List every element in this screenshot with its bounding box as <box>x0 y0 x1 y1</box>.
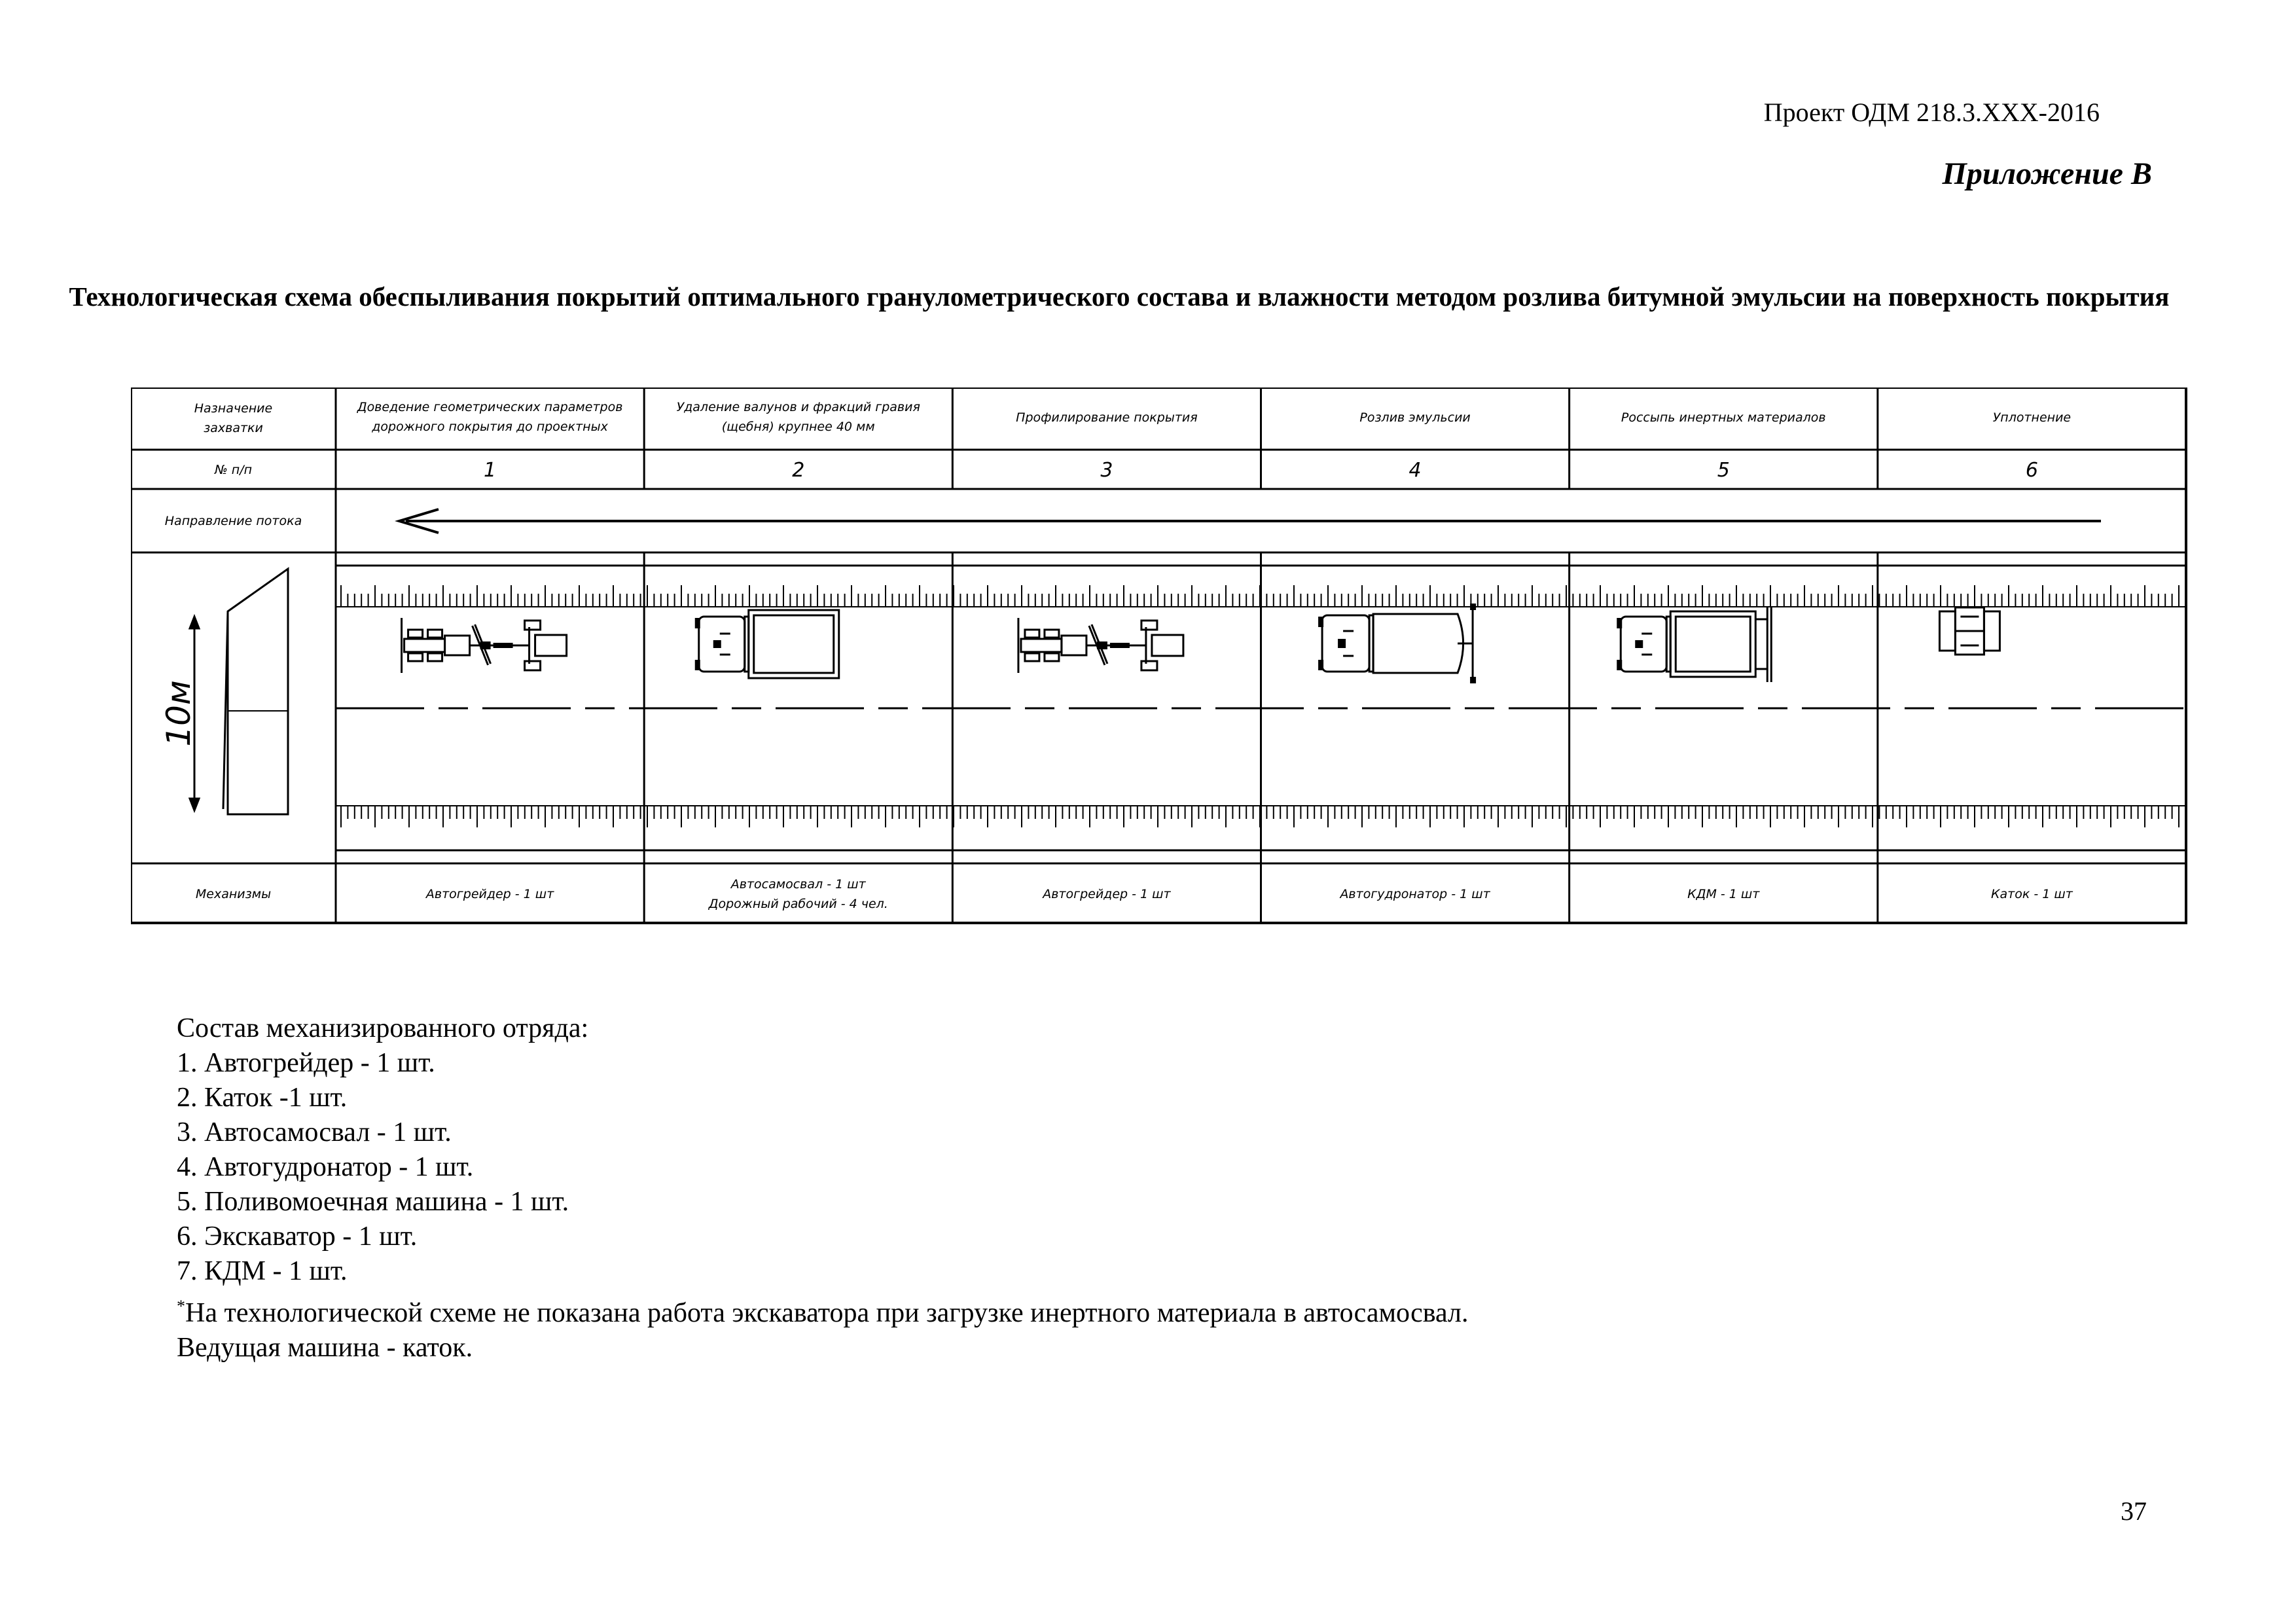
machines-cell-text: Каток - 1 шт <box>1991 887 2073 901</box>
grader-icon <box>402 618 567 673</box>
purpose-cell-text: Россыпь инертных материалов <box>1621 410 1826 425</box>
page-number: 37 <box>2121 1496 2147 1526</box>
composition-item: 4. Автогудронатор - 1 шт. <box>177 1152 474 1182</box>
purpose-cell-text: дорожного покрытия до проектных <box>372 420 608 434</box>
step-number: 6 <box>2025 459 2038 482</box>
purpose-cell-text: Удаление валунов и фракций гравия <box>676 400 920 414</box>
composition-list <box>177 1046 1469 1289</box>
step-number: 3 <box>1100 459 1113 482</box>
road-cross-section <box>190 569 288 814</box>
composition-item: 1. Автогрейдер - 1 шт. <box>177 1048 435 1078</box>
composition-footnote <box>177 1289 1469 1331</box>
machines-cell-text: Автосамосвал - 1 шт <box>730 877 866 892</box>
technology-scheme-table <box>131 388 2199 931</box>
purpose-cell-text: Уплотнение <box>1992 410 2072 425</box>
composition-item: 5. Поливомоечная машина - 1 шт. <box>177 1187 569 1217</box>
purpose-cell-text: Розлив эмульсии <box>1359 410 1471 425</box>
composition-item: 7. КДМ - 1 шт. <box>177 1256 348 1286</box>
grader-icon <box>1018 618 1183 673</box>
spreader-truck-icon <box>1617 606 1771 682</box>
step-number: 1 <box>484 459 497 482</box>
footnote-mark: * <box>177 1297 185 1316</box>
road-width-label: 10м <box>160 680 198 747</box>
purpose-cell-text: Профилирование покрытия <box>1016 410 1198 425</box>
step-number: 2 <box>792 459 805 482</box>
composition-heading: Состав механизированного отряда: <box>177 1013 589 1043</box>
lead-machine: Ведущая машина - каток. <box>177 1333 473 1363</box>
machines-cell-text: Автогрейдер - 1 шт <box>1043 887 1171 901</box>
number-row-label: № п/п <box>214 463 253 477</box>
page-title: Технологическая схема обеспыливания покрытий оптимального гранулометрического состава и влажности методом розлива битумной эмульсии на поверхность покрытия <box>69 281 2170 312</box>
machines-cell-text: КДМ - 1 шт <box>1687 887 1760 901</box>
purpose-cell-text: (щебня) крупнее 40 мм <box>721 420 875 434</box>
flow-row-label: Направление потока <box>164 514 302 528</box>
roller-icon <box>1939 607 2000 655</box>
document-code: Проект ОДМ 218.3.ХХХ-2016 <box>1763 98 2100 127</box>
dump-truck-icon <box>695 610 839 678</box>
step-number: 4 <box>1408 459 1422 482</box>
machines-cell-text: Автогрейдер - 1 шт <box>425 887 554 901</box>
composition-block <box>177 1011 1469 1365</box>
machines-cell-text: Дорожный рабочий - 4 чел. <box>708 897 888 911</box>
composition-item: 6. Экскаватор - 1 шт. <box>177 1221 418 1252</box>
footnote-text: На технологической схеме не показана работа экскаватора при загрузке инертного материала в автосамосвал. <box>185 1298 1469 1328</box>
step-number: 5 <box>1717 459 1730 482</box>
purpose-cell-text: Доведение геометрических параметров <box>357 400 623 414</box>
vehicles-layer <box>402 604 2000 683</box>
composition-item: 2. Каток -1 шт. <box>177 1083 348 1113</box>
bitumen-distributor-icon <box>1318 604 1476 683</box>
composition-item: 3. Автосамосвал - 1 шт. <box>177 1117 452 1147</box>
machines-row-label: Механизмы <box>195 887 272 901</box>
machines-cell-text: Автогудронатор - 1 шт <box>1340 887 1490 901</box>
purpose-row-label: захватки <box>204 421 263 435</box>
appendix-label: Приложение В <box>1942 156 2152 191</box>
flow-direction-arrow <box>399 509 2101 533</box>
purpose-row-label: Назначение <box>194 401 273 416</box>
